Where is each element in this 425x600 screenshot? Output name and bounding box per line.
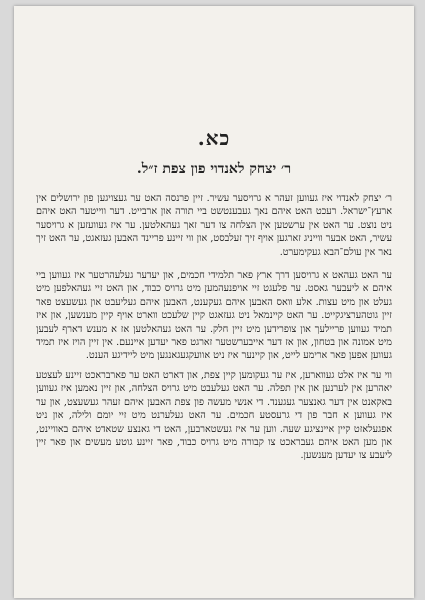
paragraph: ווי ער איז אלט געווארען, איז ער געקומען קיין צפת, און דארט האט ער פארבראכט זיינע לעצטע יאהרען אין לערנען און אין תפלה. ער האט געלעבט מיט גרויס הצלחה, און זיין נאמען איז געווען באקאנט אין דער גאנצער געגענד. די אנשי מעשה פון צפת האבען איהם זעהר געשעצט, און ער איז געווען א חבר פון די גרעסטע חכמים. ער האט געלערנט מיט זיי יומם ולילה, און ניט אפגעלאזט קיין איינציגע שעה. ווען ער איז געשטארבען, האט די גאנצע שטאדט איהם באוויינט, און מען האט איהם געבראכט צו קבורה מיט גרויס כבוד, פאר זיינע גוטע מעשים און פאר זיין ליעבע צו יעדען מענשען. [36, 369, 392, 462]
paragraph: ער האט געהאט א גרויסען דרך ארץ פאר תלמידי חכמים, און יעדער געלעהרטער איז געווען ביי איהם א ליעבער גאסט. ער פלעגט זיי אויפנעהמען מיט גרויס כבוד, און האט זיי געהאלפען מיט געלט און מיט עצות. אלע וואס האבען איהם געקענט, האבען איהם געליעבט און געשעצט פאר זיין גוטהערציגקייט. ער האט קיינמאל ניט געזאגט קיין שלעכט ווארט אויף קיין מענשען, און איז תמיד געווען פריילעך און צופרידען מיט זיין חלק. ער האט געהאלטען אז א מענש דארף לעבען מיט אמונה און בטחון, און אז דער אייבערשטער זארגט פאר יעדען איינעם. אין זיין הויז איז תמיד געווען אפען פאר ארימע לייט, און קיינער איז ניט אוועקגעגאנגען מיט ליידיגע הענט. [36, 270, 392, 362]
chapter-number: כא. [197, 126, 231, 150]
body-text [36, 192, 392, 469]
chapter-title: ר׳ יצחק לאנדוי פון צפת ז״ל. [136, 161, 292, 177]
document-page [14, 6, 414, 598]
paragraph: ר׳ יצחק לאנדוי איז געווען זעהר א גרויסער עשיר. זיין פרנסה האט ער געצויגען פון ירושלים אין ארעץ־ישראל. רעכט האט איהם נאך געבענטשט ביי תורה און ארבייט. דער ווייטער האט איהם ניט נוצט. ער האט אין ערשטען אין הצלחה צו דער זאך געהאלטען. ער איז געוועזען א גרויסער עשיר, האט אבער ווייניג זארגען אויף זיך זעלבסט, און ווי זיינע פריינד האבען געזאגט, ער האט זיך נאר אין עולם־הבא געקימערט. [36, 193, 392, 258]
